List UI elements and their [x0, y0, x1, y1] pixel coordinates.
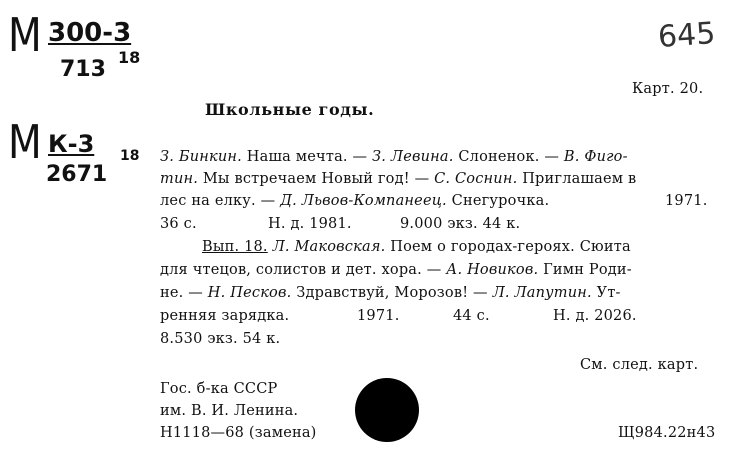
issue-number: Вып. 18.: [202, 239, 268, 255]
corner-mark: 645: [656, 16, 717, 55]
card-number: Карт. 20.: [632, 81, 704, 97]
library-line-2: им. В. И. Ленина.: [160, 403, 299, 419]
entry2-line2: [160, 261, 632, 279]
handwritten-letter-1: М: [8, 8, 42, 62]
work: Наша мечта. —: [241, 149, 373, 165]
shelfmark-1-top: 300-3: [48, 18, 132, 48]
text: для чтецов, солистов и дет. хора. —: [160, 262, 447, 278]
work: Приглашаем в: [517, 171, 637, 187]
work: Мы встречаем Новый год! —: [198, 171, 435, 187]
entry1-pages: 36 с.: [160, 216, 197, 232]
shelfmark-2-volume: 18: [120, 148, 140, 164]
author: Д. Львов-Компанеец.: [280, 193, 447, 209]
see-next-card: См. след. карт.: [580, 357, 699, 373]
entry2-line3: [160, 284, 621, 302]
author: З. Левина.: [372, 149, 454, 165]
entry2-line1: [202, 238, 631, 256]
work: Снегурочка.: [446, 193, 550, 209]
text: не. —: [160, 285, 208, 301]
entry2-pages: 44 с.: [453, 308, 490, 324]
handwritten-letter-2: М: [8, 115, 42, 169]
entry1-edition: 9.000 экз. 44 к.: [400, 216, 521, 232]
entry2-edition: 8.530 экз. 54 к.: [160, 331, 281, 347]
shelfmark-2-top: К-3: [48, 130, 95, 158]
work: Ут-: [591, 285, 621, 301]
author: Л. Лапутин.: [492, 285, 592, 301]
entry1-line3: [160, 192, 549, 210]
entry2-year: 1971.: [357, 308, 400, 324]
work: Поем о городах-героях. Сюита: [385, 239, 631, 255]
card-title: Школьные годы.: [205, 100, 375, 119]
author: В. Фиго-: [563, 149, 628, 165]
entry1-year: 1971.: [665, 193, 708, 209]
author: тин.: [160, 171, 199, 187]
entry1-plate: Н. д. 1981.: [268, 216, 352, 232]
author: С. Соснин.: [434, 171, 518, 187]
shelfmark-1-volume: 18: [118, 48, 141, 67]
ink-blot: [355, 378, 419, 442]
entry2-line4-text: ренняя зарядка.: [160, 308, 290, 324]
author: Н. Песков.: [207, 285, 292, 301]
shelfmark-1-bottom: 713: [60, 57, 106, 82]
library-line-1: Гос. б-ка СССР: [160, 381, 278, 397]
shelfmark-2-bottom: 2671: [46, 162, 108, 187]
catalog-code: Щ984.22н43: [618, 425, 716, 441]
author: А. Новиков.: [446, 262, 539, 278]
entry1-line1: [160, 148, 628, 166]
work: Слоненок. —: [453, 149, 564, 165]
library-line-3: Н1118—68 (замена): [160, 425, 317, 441]
entry2-plate: Н. д. 2026.: [553, 308, 637, 324]
entry1-line2: [160, 170, 636, 188]
work: Гимн Роди-: [538, 262, 632, 278]
author: Л. Маковская.: [272, 239, 386, 255]
author: З. Бинкин.: [160, 149, 242, 165]
text: лес на елку. —: [160, 193, 281, 209]
work: Здравствуй, Морозов! —: [291, 285, 493, 301]
